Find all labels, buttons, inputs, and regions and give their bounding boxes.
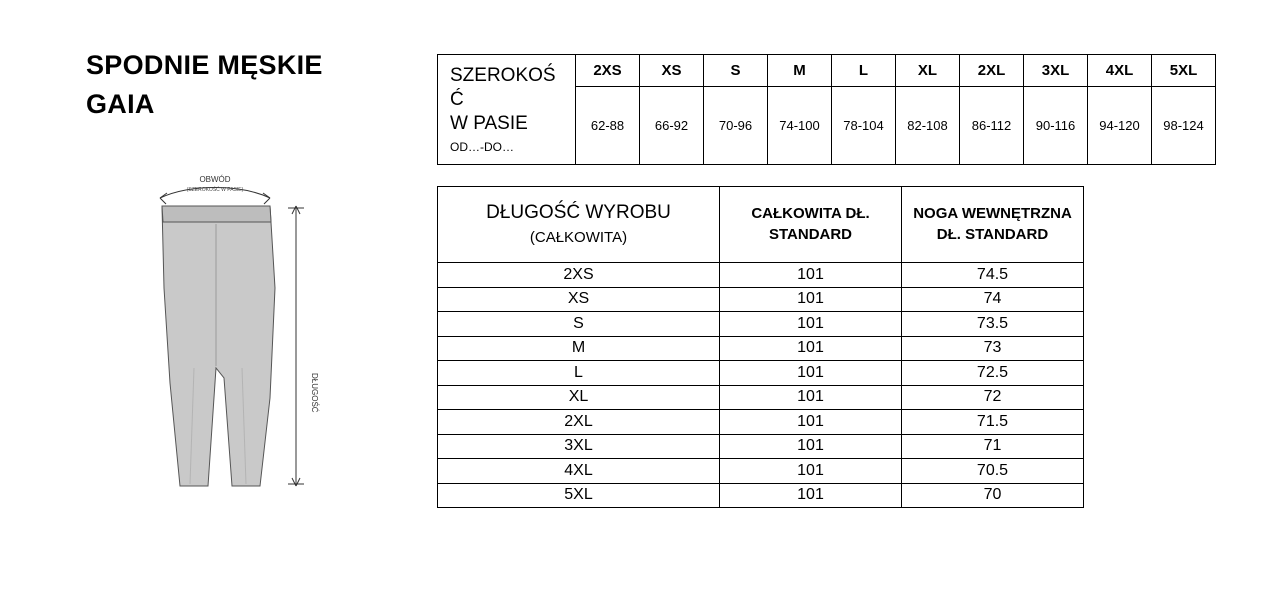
column-header-garment-length-main: DŁUGOŚĆ WYROBU [486,202,671,224]
size-cell: L [438,361,720,386]
table-row [438,459,1084,484]
waist-value-cell: 86-112 [960,87,1024,165]
total-length-cell: 101 [720,336,902,361]
waist-table-row-label [438,55,576,165]
table-row [438,410,1084,435]
column-header-size: XS [640,55,704,87]
size-cell: M [438,336,720,361]
column-header-total-length: CAŁKOWITA DŁ. STANDARD [720,187,902,263]
size-cell: S [438,312,720,337]
waist-value-cell: 66-92 [640,87,704,165]
inseam-length-cell: 73 [902,336,1084,361]
total-length-cell: 101 [720,361,902,386]
column-header-garment-length-sub: (CAŁKOWITA) [529,229,628,247]
size-cell: 3XL [438,434,720,459]
inseam-length-cell: 74 [902,287,1084,312]
table-row [438,434,1084,459]
trousers-shape [162,206,275,486]
waist-value-cell: 62-88 [576,87,640,165]
column-header-size: 5XL [1152,55,1216,87]
column-header-size: S [704,55,768,87]
total-length-cell: 101 [720,263,902,288]
column-header-size: L [832,55,896,87]
product-info-panel [0,0,436,593]
table-row [438,312,1084,337]
waist-label-line-1: SZEROKOŚ [450,65,556,87]
column-header-inseam-length: NOGA WEWNĘTRZNA DŁ. STANDARD [902,187,1084,263]
inseam-length-cell: 70.5 [902,459,1084,484]
table-row [438,483,1084,508]
column-header-size: 2XL [960,55,1024,87]
waist-value-cell: 82-108 [896,87,960,165]
table-row [438,361,1084,386]
waist-value-cell: 70-96 [704,87,768,165]
waist-label-line-4: OD…-DO… [450,139,514,154]
waist-label-line-2: Ć [450,89,464,111]
table-row [438,263,1084,288]
inseam-length-cell: 70 [902,483,1084,508]
column-header-size: M [768,55,832,87]
size-cell: 4XL [438,459,720,484]
page-title-line-1: SPODNIE MĘSKIE [86,50,323,80]
mens-trousers-illustration [120,168,350,518]
total-length-cell: 101 [720,459,902,484]
column-header-garment-length [438,187,720,263]
inseam-length-cell: 72.5 [902,361,1084,386]
table-row-header [438,187,1084,263]
waist-measure-sublabel: (SZEROKOŚĆ W PASIE) [186,187,244,193]
total-length-cell: 101 [720,483,902,508]
garment-length-table [437,186,1084,508]
waist-value-cell: 74-100 [768,87,832,165]
length-measure-label: DŁUGOŚĆ [310,373,319,413]
column-header-size: 3XL [1024,55,1088,87]
size-cell: 2XL [438,410,720,435]
size-cell: XS [438,287,720,312]
column-header-size: 2XS [576,55,640,87]
waist-measure-label: OBWÓD [199,175,231,184]
inseam-length-cell: 73.5 [902,312,1084,337]
total-length-cell: 101 [720,312,902,337]
inseam-length-cell: 72 [902,385,1084,410]
page-title-line-2: GAIA [86,89,155,120]
inseam-length-cell: 71 [902,434,1084,459]
total-length-cell: 101 [720,287,902,312]
size-cell: XL [438,385,720,410]
waist-width-table [437,54,1216,165]
waist-value-cell: 94-120 [1088,87,1152,165]
waist-value-cell: 90-116 [1024,87,1088,165]
column-header-size: 4XL [1088,55,1152,87]
waist-value-cell: 78-104 [832,87,896,165]
page-title [86,46,416,124]
size-cell: 2XS [438,263,720,288]
total-length-cell: 101 [720,410,902,435]
column-header-size: XL [896,55,960,87]
total-length-cell: 101 [720,434,902,459]
total-length-cell: 101 [720,385,902,410]
waist-value-cell: 98-124 [1152,87,1216,165]
waist-label-line-3: W PASIE [450,112,528,134]
table-row [438,336,1084,361]
table-row [438,385,1084,410]
table-row-header [438,55,1216,87]
inseam-length-cell: 71.5 [902,410,1084,435]
table-row [438,287,1084,312]
length-measure-arrow [288,206,304,486]
inseam-length-cell: 74.5 [902,263,1084,288]
size-cell: 5XL [438,483,720,508]
